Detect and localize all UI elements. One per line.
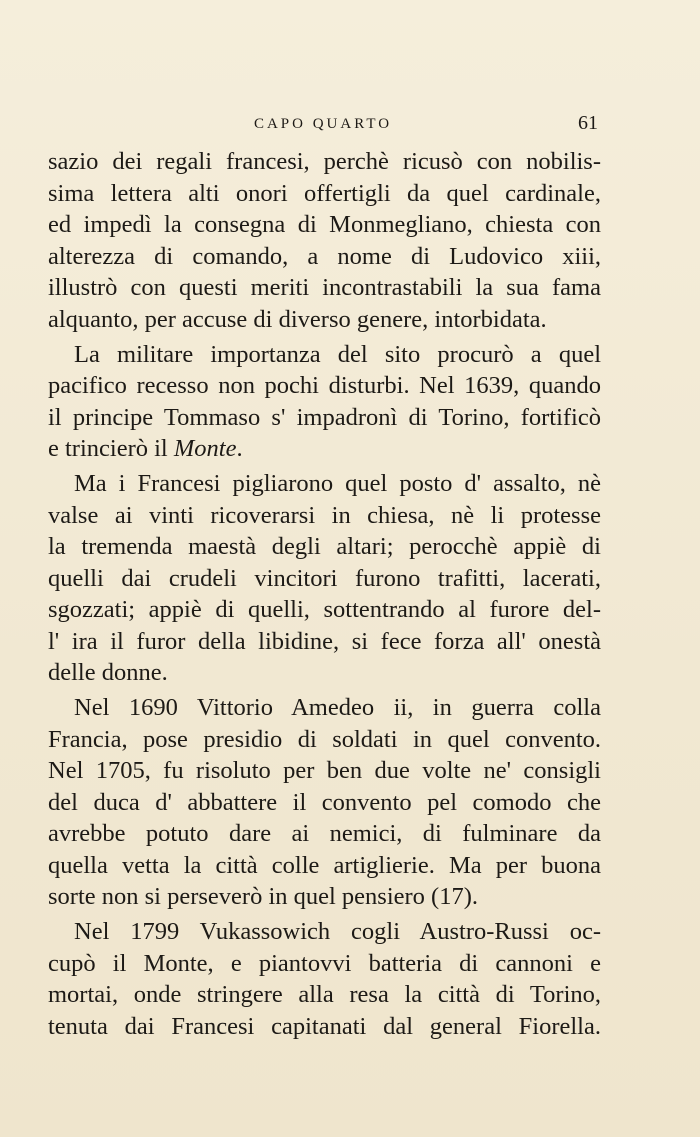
paragraph — [48, 339, 601, 465]
text-line: ed impedì la consegna di Monmegliano, chiesta con — [48, 211, 601, 238]
page-number: 61 — [578, 112, 598, 134]
text-line: Ma i Francesi pigliarono quel posto d' assalto, nè — [74, 470, 601, 497]
text-line: tenuta dai Francesi capitanati dal general Fiorella. — [48, 1012, 601, 1040]
text-line: avrebbe potuto dare ai nemici, di fulminare da — [48, 820, 601, 847]
text-fragment: . — [236, 435, 243, 462]
text-line: sgozzati; appiè di quelli, sottentrando al furore del- — [48, 596, 601, 623]
text-line: sima lettera alti onori offertigli da quel cardinale, — [48, 179, 601, 207]
text-line: quella vetta la città colle artiglierie. Ma per buona — [48, 851, 601, 879]
paragraph — [48, 146, 601, 335]
text-line: sazio dei regali francesi, perchè ricusò con nobilis- — [48, 148, 601, 175]
text-line: illustrò con questi meriti incontrastabili la sua fama — [48, 274, 601, 301]
text-line: sorte non si perseverò in quel pensiero (17). — [48, 883, 478, 910]
text-line: Nel 1705, fu risoluto per ben due volte ne' consigli — [48, 757, 601, 784]
page-header — [48, 112, 598, 136]
text-fragment: e trincierò il — [48, 435, 174, 462]
text-line: quelli dai crudeli vincitori furono trafitti, lacerati, — [48, 564, 601, 592]
text-line: pacifico recesso non pochi disturbi. Nel 1639, quando — [48, 372, 601, 399]
text-line: Nel 1799 Vukassowich cogli Austro-Russi oc- — [74, 918, 601, 945]
text-line: l' ira il furor della libidine, si fece forza all' onestà — [48, 627, 601, 655]
text-line — [48, 433, 601, 465]
paragraph — [48, 468, 601, 689]
body-text — [48, 146, 601, 1046]
text-line: il principe Tommaso s' impadronì di Torino, fortificò — [48, 403, 601, 431]
text-line: La militare importanza del sito procurò a quel — [74, 340, 601, 368]
paragraph — [48, 916, 601, 1042]
text-line: Nel 1690 Vittorio Amedeo ii, in guerra colla — [74, 694, 601, 721]
paragraph — [48, 692, 601, 913]
text-line: cupò il Monte, e piantovvi batteria di cannoni e — [48, 949, 601, 977]
italic-word: Monte — [173, 435, 237, 462]
text-line: del duca d' abbattere il convento pel comodo che — [48, 788, 601, 816]
text-line: la tremenda maestà degli altari; perocchè appiè di — [48, 533, 601, 560]
running-head: CAPO QUARTO — [253, 116, 393, 132]
text-line: alquanto, per accuse di diverso genere, intorbidata. — [48, 305, 547, 333]
text-line: valse ai vinti ricoverarsi in chiesa, nè li protesse — [48, 501, 601, 529]
text-line: alterezza di comando, a nome di Ludovico xiii, — [48, 242, 601, 270]
text-line: delle donne. — [48, 659, 168, 686]
text-line: Francia, pose presidio di soldati in quel convento. — [48, 725, 601, 753]
text-line: mortai, onde stringere alla resa la città di Torino, — [48, 981, 601, 1008]
